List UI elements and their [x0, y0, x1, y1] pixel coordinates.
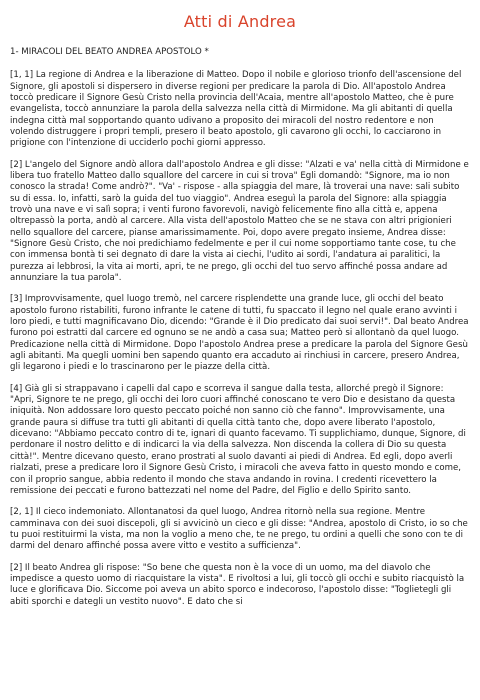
paragraph-1-3: [3] Improvvisamente, quel luogo tremò, nel carcere risplendette una grande luce, gli occhi del beato apostolo furono ristabiliti, furono infrante le catene di tutti, fu spaccato il legno nel quale erano avvinti i loro piedi, e tutti magnificavano Dio, dicendo: "Grande è il Dio predicato dai suoi servi!". Dal beato Andrea furono poi estratti dal carcere ed ognuno se ne andò a casa sua; Matteo però si allontanò da quel luogo. Predicazione nella città di Mirmidone. Dopo l'apostolo Andrea prese a predicare la parola del Signore Gesù agli abitanti. Ma quegli uomini ben sapendo quanto era accaduto ai rinchiusi in carcere, presero Andrea, gli legarono i piedi e lo trascinarono per le piazze della città. — [10, 294, 469, 373]
paragraph-1-1: [1, 1] La regione di Andrea e la liberazione di Matteo. Dopo il nobile e glorioso trionfo dell'ascensione del Signore, gli apostoli si dispersero in diverse regioni per predicare la parola di Dio. All'apostolo Andrea toccò predicare il Signore Gesù Cristo nella provincia dell'Acaia, mentre all'apostolo Matteo, che è pure evangelista, toccò annunziare la parola della salvezza nella città di Mirmidone. Ma gli abitanti di quella indegna città mal sopportando quanto udivano a proposito dei miracoli del nostro redentore e non volendo distruggere i propri templi, presero il beato apostolo, gli cavarono gli occhi, lo cacciarono in prigione con l'intenzione di ucciderlo pochi giorni appresso. — [10, 70, 462, 149]
paragraph-1-4: [4] Già gli si strappavano i capelli dal capo e scorreva il sangue dalla testa, allorché pregò il Signore: "Apri, Signore te ne prego, gli occhi dei loro cuori affinché conoscano te vero Dio e desistano da questa iniquità. Non addossare loro questo peccato poiché non sanno ciò che fanno". Improvvisamente, una grande paura si diffuse tra tutti gli abitanti di quella città tanto che, dopo avere liberato l'apostolo, dicevano: "Abbiamo peccato contro di te, ignari di quanto facevamo. Ti supplichiamo, dunque, Signore, di perdonare il nostro delitto e di indicarci la via della salvezza. Non discenda la collera di Dio su questa città!". Mentre dicevano questo, erano prostrati al suolo davanti ai piedi di Andrea. Ed egli, dopo averli rialzati, prese a predicare loro il Signore Gesù Cristo, i miracoli che aveva fatto in questo mondo e come, con il proprio sangue, abbia redento il mondo che stava andando in rovina. I credenti ricevettero la remissione dei peccati e furono battezzati nel nome del Padre, del Figlio e dello Spirito santo. — [10, 383, 466, 496]
paragraph-2-2: [2] Il beato Andrea gli rispose: "So bene che questa non è la voce di un uomo, ma del diavolo che impedisce a questo uomo di riacquistare la vista". E rivoltosi a lui, gli toccò gli occhi e subito riacquistò la luce e glorificava Dio. Siccome poi aveva un abito sporco e indecoroso, l'apostolo disse: "Toglietegli gli abiti sporchi e dategli un vestito nuovo". E dato che si — [10, 562, 465, 607]
paragraph-1-2: [2] L'angelo del Signore andò allora dall'apostolo Andrea e gli disse: "Alzati e va' nella città di Mirmidone e libera tuo fratello Matteo dallo squallore del carcere in cui si trova" Egli domandò: "Signore, ma io non conosco la strada! Come andrò?". "Va' - rispose - alla spiaggia del mare, là troverai una nave: sali subito su di essa. Io, infatti, sarò la guida del tuo viaggio". Andrea eseguì la parola del Signore: alla spiaggia trovò una nave e vi salì sopra; i venti furono favorevoli, navigò felicemente fino alla città e, appena oltrepassò la porta, andò al carcere. Alla vista dell'apostolo Matteo che se ne stava con altri prigionieri nello squallore del carcere, pianse amarissimamente. Poi, dopo avere pregato insieme, Andrea disse: "Signore Gesù Cristo, che noi predichiamo fedelmente e per il cui nome sopportiamo tante cose, tu che con immensa bontà ti sei degnato di dare la vista ai ciechi, l'udito ai sordi, l'andatura ai paralitici, la purezza ai lebbrosi, la vita ai morti, apri, te ne prego, gli occhi del tuo servo affinché possa andare ad annunziare la tua parola". — [10, 159, 469, 284]
section-heading: 1- MIRACOLI DEL BEATO ANDREA APOSTOLO * — [10, 47, 209, 57]
paragraph-2-1: [2, 1] Il cieco indemoniato. Allontanatosi da quel luogo, Andrea ritornò nella sua regione. Mentre camminava con dei suoi discepoli, gli si avvicinò un cieco e gli disse: "Andrea, apostolo di Cristo, io so che tu puoi restituirmi la vista, ma non la voglio a meno che, te ne prego, tu ordini a quelli che sono con te di darmi del denaro affinché possa avere vitto e vestito a sufficienza". — [10, 507, 468, 552]
document-title: Atti di Andrea — [183, 12, 297, 31]
